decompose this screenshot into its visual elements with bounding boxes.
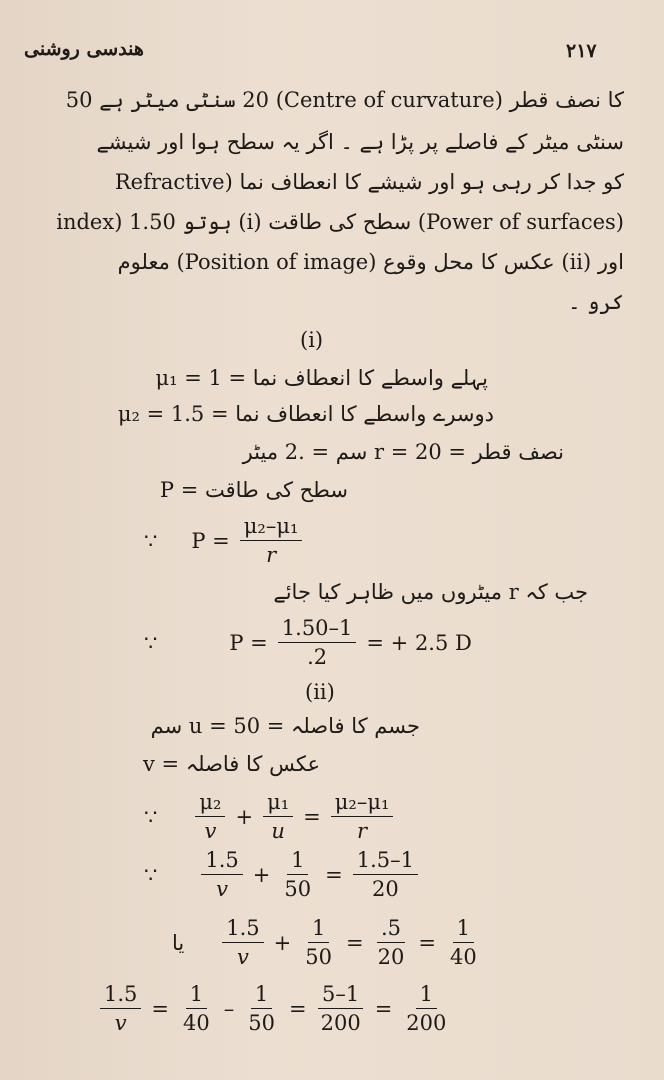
plus-sign: + — [252, 862, 271, 887]
equals-sign: = — [325, 862, 343, 887]
radius-line: نصف قطر = r = 20 سم = .2 میٹر — [242, 440, 564, 464]
paragraph-line: اور (ii) عکس کا محل وقوع (Position of image) معلوم — [117, 250, 624, 274]
fraction-denominator: 50 — [284, 877, 312, 901]
substituted-formula — [144, 848, 420, 901]
image-distance-line: عکس کا فاصلہ = v — [143, 752, 320, 776]
fraction — [374, 916, 409, 969]
fraction-numerator: μ₁ — [263, 790, 293, 817]
fraction-denominator: 200 — [406, 1011, 447, 1035]
fraction-mu2-over-v — [195, 790, 225, 843]
fraction-denominator: v — [237, 945, 249, 969]
mu2-line: دوسرے واسطے کا انعطاف نما = μ₂ = 1.5 — [117, 402, 494, 426]
fraction-denominator: 200 — [320, 1011, 361, 1035]
fraction-numerator: 1.50–1 — [278, 616, 357, 643]
fraction-numerator: μ₂–μ₁ — [331, 790, 394, 817]
calc-lhs: P = — [229, 630, 268, 655]
because-symbol: ∵ — [144, 630, 158, 655]
fraction-numerator: 1.5 — [222, 916, 263, 943]
header-title: هندسی روشنی — [24, 38, 144, 60]
equals-sign: = — [374, 996, 393, 1021]
formula-lhs: P = — [191, 528, 230, 553]
final-formula — [98, 982, 452, 1035]
equals-sign: = — [288, 996, 307, 1021]
calc-fraction — [278, 616, 357, 669]
fraction — [446, 916, 481, 969]
power-line: سطح کی طاقت = P — [159, 478, 348, 502]
fraction — [179, 982, 214, 1035]
fraction-denominator: r — [357, 819, 368, 843]
fraction-numerator: 5–1 — [318, 982, 363, 1009]
fraction-denominator: 50 — [248, 1011, 275, 1035]
fraction-numerator: 1 — [453, 916, 474, 943]
equals-sign: = — [151, 996, 170, 1021]
minus-sign: – — [223, 996, 235, 1021]
fraction — [402, 982, 450, 1035]
page-number: ۲۱۷ — [566, 40, 597, 62]
fraction-numerator: 1 — [287, 848, 308, 875]
paragraph-line: سنٹی میٹر کے فاصلے پر پڑا ہے ۔ اگر یہ سطح ہوا اور شیشے — [96, 130, 624, 154]
fraction-denominator: u — [271, 819, 285, 843]
fraction-numerator: 1 — [251, 982, 272, 1009]
equals-sign: = — [418, 930, 436, 955]
paragraph-line: کو جدا کر رہی ہو اور شیشے کا انعطاف نما (Refractive — [114, 170, 624, 194]
fraction-denominator: 50 — [305, 945, 332, 969]
power-calculation — [144, 616, 472, 669]
because-symbol: ∵ — [144, 528, 158, 553]
fraction-diff-over-r — [331, 790, 394, 843]
or-word: یا — [172, 930, 185, 955]
because-symbol: ∵ — [144, 804, 158, 829]
fraction — [317, 982, 365, 1035]
fraction — [280, 848, 315, 901]
plus-sign: + — [273, 930, 292, 955]
fraction-numerator: μ₂ — [195, 790, 225, 817]
mu1-line: پہلے واسطے کا انعطاف نما = μ₁ = 1 — [155, 366, 488, 390]
fraction-numerator: μ₂–μ₁ — [240, 514, 303, 541]
fraction-denominator: 40 — [449, 945, 477, 969]
object-distance-line: جسم کا فاصلہ = u = 50 سم — [150, 714, 420, 738]
meter-note: جب کہ r میٹروں میں ظاہر کیا جائے — [273, 580, 588, 604]
fraction-denominator: 20 — [377, 945, 405, 969]
paragraph-line: index) 1.50 ہوتو (i) سطح کی طاقت (Power of surfaces) — [56, 210, 624, 234]
paragraph-line: کرو ۔ — [568, 290, 624, 314]
fraction — [353, 848, 418, 901]
fraction-denominator: .2 — [307, 645, 328, 669]
fraction-numerator: 1.5 — [100, 982, 141, 1009]
fraction — [222, 916, 263, 969]
fraction-denominator: v — [204, 819, 217, 843]
fraction-numerator: 1 — [416, 982, 437, 1009]
part-ii-label: (ii) — [305, 680, 335, 704]
fraction — [244, 982, 279, 1035]
fraction-numerator: 1 — [308, 916, 329, 943]
fraction-denominator: v — [216, 877, 229, 901]
power-formula — [144, 514, 304, 567]
fraction — [100, 982, 141, 1035]
fraction-denominator: 20 — [372, 877, 399, 901]
equals-sign: = — [346, 930, 364, 955]
fraction-numerator: 1.5–1 — [353, 848, 418, 875]
plus-sign: + — [235, 804, 254, 829]
formula-fraction — [240, 514, 303, 567]
lens-formula — [144, 790, 395, 843]
fraction-numerator: .5 — [377, 916, 405, 943]
fraction-mu1-over-u — [263, 790, 293, 843]
equals-sign: = — [303, 804, 321, 829]
fraction-numerator: 1.5 — [201, 848, 242, 875]
fraction-denominator: v — [114, 1011, 127, 1035]
fraction — [201, 848, 242, 901]
or-formula — [172, 916, 483, 969]
fraction — [301, 916, 336, 969]
fraction-denominator: r — [266, 543, 277, 567]
part-i-label: (i) — [300, 328, 324, 352]
fraction-numerator: 1 — [186, 982, 207, 1009]
fraction-denominator: 40 — [183, 1011, 210, 1035]
calc-result: = + 2.5 D — [366, 630, 472, 655]
because-symbol: ∵ — [144, 862, 158, 887]
paragraph-line: کا نصف قطر (Centre of curvature) 20 سنٹی میٹر ہے 50 — [65, 88, 624, 112]
